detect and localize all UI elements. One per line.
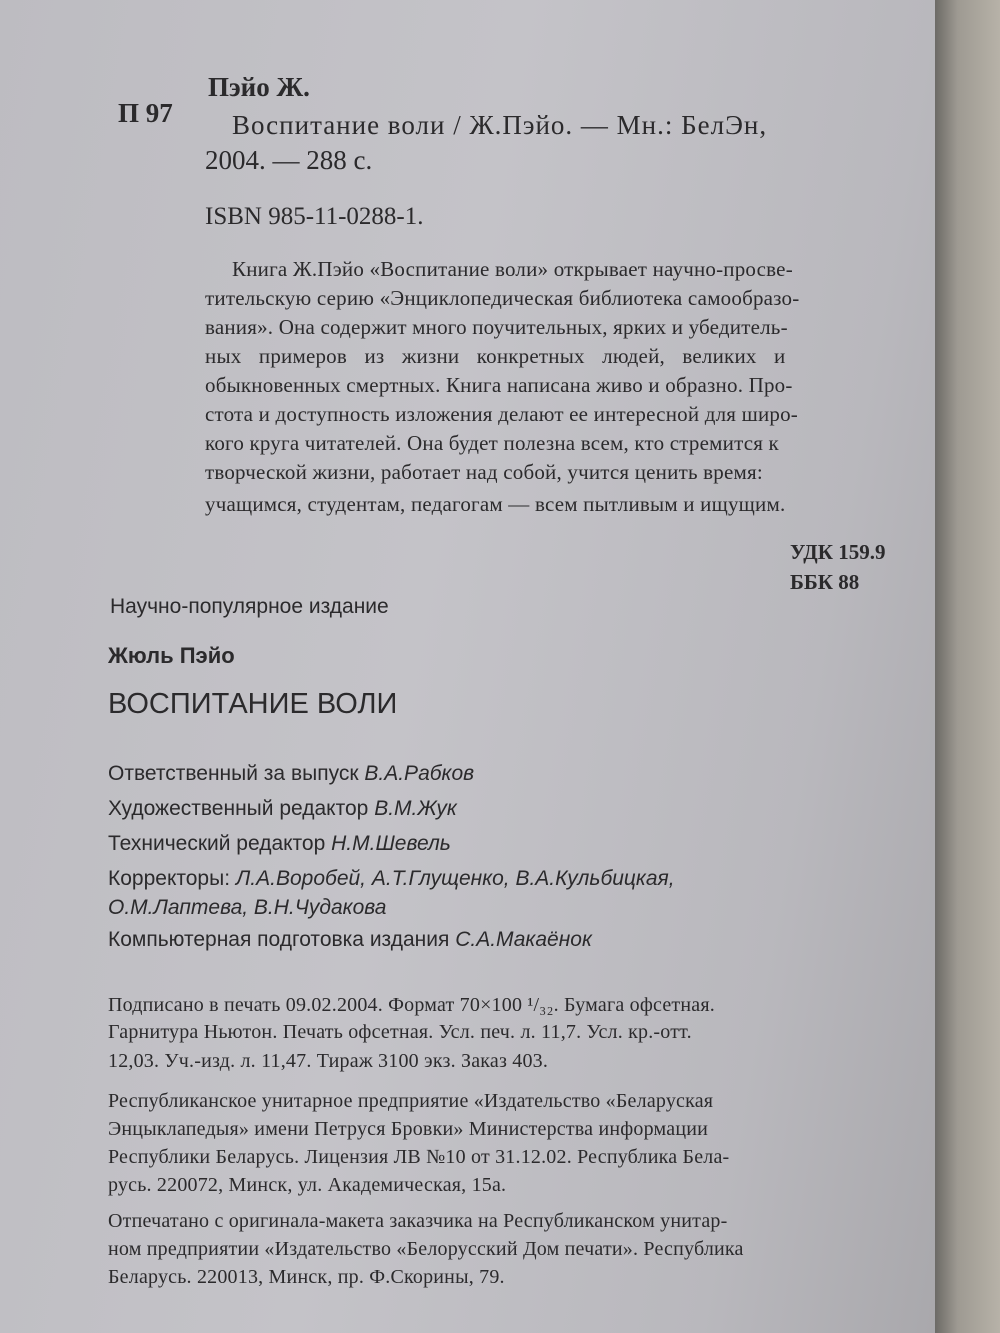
credit-role: Ответственный за выпуск bbox=[108, 762, 359, 785]
abstract-line: вания». Она содержит много поучительных, ярких и убедитель- bbox=[205, 315, 788, 339]
imprint-publisher-line: Энцыклапедыя» имени Петруся Бровки» Министерства информации bbox=[108, 1118, 709, 1140]
catalog-code: П 97 bbox=[118, 98, 173, 128]
imprint-print-line: Подписано в печать 09.02.2004. Формат 70×100 ¹/₃₂. Бумага офсетная. bbox=[108, 994, 715, 1016]
credit-name: О.М.Лаптева, В.Н.Чудакова bbox=[108, 896, 387, 919]
edition-author: Жюль Пэйо bbox=[108, 643, 235, 668]
credit-role: Корректоры: bbox=[108, 867, 231, 890]
credit-name: С.А.Макаёнок bbox=[455, 928, 592, 951]
header-title-line1: Воспитание воли / Ж.Пэйо. — Мн.: БелЭн, bbox=[232, 110, 768, 140]
abstract-line: кого круга читателей. Она будет полезна всем, кто стремится к bbox=[205, 431, 779, 455]
abstract-line: творческой жизни, работает над собой, учится ценить время: bbox=[205, 460, 763, 484]
imprint-print-line: Гарнитура Ньютон. Печать офсетная. Усл. печ. л. 11,7. Усл. кр.-отт. bbox=[108, 1021, 692, 1043]
imprint-publisher-line: Республики Беларусь. Лицензия ЛВ №10 от 31.12.02. Республика Бела- bbox=[108, 1146, 730, 1168]
credit-name: В.А.Рабков bbox=[364, 762, 475, 785]
abstract-line: ных примеров из жизни конкретных людей, великих и bbox=[205, 344, 786, 368]
book-page-edge bbox=[935, 0, 1000, 1333]
credit-name: Н.М.Шевель bbox=[331, 832, 451, 855]
abstract-line: учащимся, студентам, педагогам — всем пытливым и ищущим. bbox=[205, 492, 786, 516]
imprint-print-line: 12,03. Уч.-изд. л. 11,47. Тираж 3100 экз. Заказ 403. bbox=[108, 1050, 549, 1072]
header-title-line2: 2004. — 288 с. bbox=[205, 145, 373, 175]
abstract-line: тительскую серию «Энциклопедическая библиотека самообразо- bbox=[205, 286, 800, 310]
header-author: Пэйо Ж. bbox=[208, 72, 310, 102]
credit-row bbox=[108, 928, 592, 952]
credit-role: Художественный редактор bbox=[108, 797, 369, 820]
abstract-line: Книга Ж.Пэйо «Воспитание воли» открывает научно-просве- bbox=[232, 257, 793, 281]
credit-name: В.М.Жук bbox=[374, 797, 457, 820]
bbk-code: ББК 88 bbox=[790, 570, 860, 594]
credit-role: Технический редактор bbox=[108, 832, 326, 855]
imprint-printer-line: Беларусь. 220013, Минск, пр. Ф.Скорины, 79. bbox=[108, 1266, 505, 1288]
edition-type: Научно-популярное издание bbox=[110, 595, 389, 618]
credit-row bbox=[108, 797, 457, 821]
abstract-line: обыкновенных смертных. Книга написана живо и образно. Про- bbox=[205, 373, 793, 397]
credit-row bbox=[108, 762, 474, 786]
abstract-line: стота и доступность изложения делают ее интересной для широ- bbox=[205, 402, 798, 426]
credit-row bbox=[108, 867, 675, 891]
isbn: ISBN 985-11-0288-1. bbox=[205, 203, 424, 230]
credit-role: Компьютерная подготовка издания bbox=[108, 928, 450, 951]
udk-code: УДК 159.9 bbox=[790, 540, 886, 564]
edition-title: ВОСПИТАНИЕ ВОЛИ bbox=[108, 688, 398, 720]
credit-name: Л.А.Воробей, А.Т.Глущенко, В.А.Кульбицкая, bbox=[235, 867, 675, 890]
credit-row bbox=[108, 832, 451, 856]
imprint-publisher-line: русь. 220072, Минск, ул. Академическая, 15а. bbox=[108, 1174, 507, 1196]
credit-row bbox=[108, 896, 386, 920]
imprint-publisher-line: Республиканское унитарное предприятие «Издательство «Беларуская bbox=[108, 1090, 714, 1112]
imprint-printer-line: ном предприятии «Издательство «Белорусский Дом печати». Республика bbox=[108, 1238, 744, 1260]
imprint-printer-line: Отпечатано с оригинала-макета заказчика на Республиканском унитар- bbox=[108, 1210, 728, 1232]
